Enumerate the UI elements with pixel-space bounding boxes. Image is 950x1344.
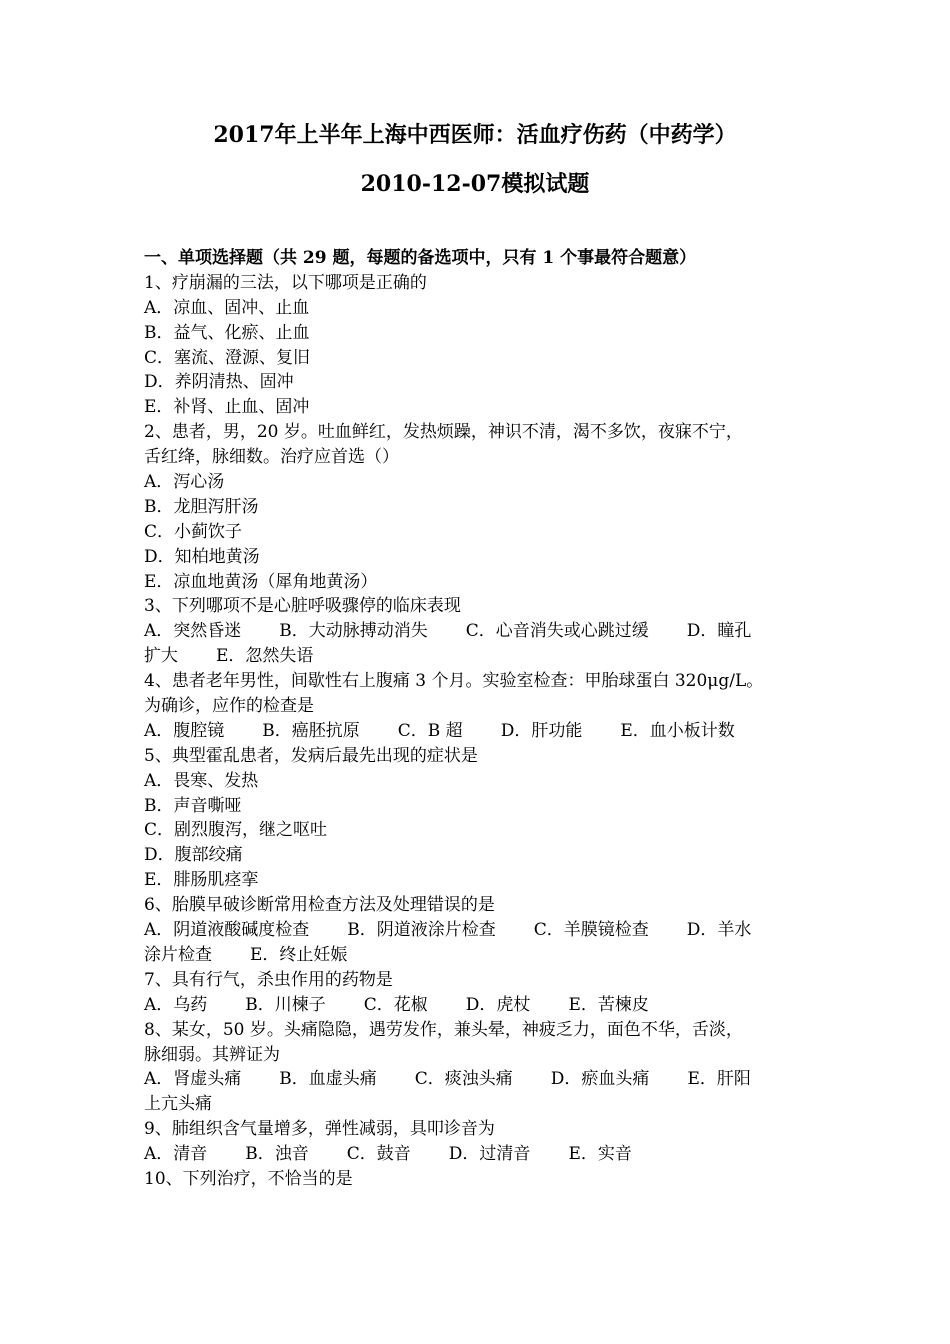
question-4-stem-cont: 为确诊，应作的检查是 [144, 696, 314, 717]
question-8-option-e: E．肝阳 [687, 1069, 751, 1090]
question-1-option-a: A．凉血、固冲、止血 [144, 297, 310, 318]
question-10-stem: 10、下列治疗，不恰当的是 [144, 1168, 353, 1189]
question-2-option-c: C．小蓟饮子 [144, 521, 243, 542]
question-7-stem: 7、具有行气，杀虫作用的药物是 [144, 969, 393, 990]
question-5-option-a: A．畏寒、发热 [144, 770, 259, 791]
question-2-stem-cont: 舌红绛，脉细数。治疗应首选（） [144, 447, 399, 468]
question-6-option-d-cont: 涂片检查 [144, 944, 212, 965]
question-1-option-b: B．益气、化瘀、止血 [144, 322, 310, 343]
question-6-stem: 6、胎膜早破诊断常用检查方法及处理错误的是 [144, 895, 495, 916]
question-8-options [144, 1067, 808, 1092]
question-1-option-c: C．塞流、澄源、复旧 [144, 347, 311, 368]
question-2-option-d: D．知柏地黄汤 [144, 546, 260, 567]
question-4-option-d: D．肝功能 [500, 720, 583, 741]
question-8-stem-cont: 脉细弱。其辨证为 [144, 1044, 280, 1065]
question-8-option-b: B．血虚头痛 [279, 1069, 377, 1090]
question-6-option-d: D．羊水 [686, 920, 752, 941]
question-5-option-c: C．剧烈腹泻，继之呕吐 [144, 820, 328, 841]
question-4-options [144, 719, 808, 744]
question-3-option-a: A．突然昏迷 [144, 621, 242, 642]
question-8-stem: 8、某女，50 岁。头痛隐隐，遇劳发作，兼头晕，神疲乏力，面色不华，舌淡， [144, 1019, 743, 1040]
question-9-options [144, 1142, 808, 1167]
question-8-option-a: A．肾虚头痛 [144, 1069, 242, 1090]
question-6-option-a: A．阴道液酸碱度检查 [144, 920, 310, 941]
question-7-option-e: E．苦楝皮 [568, 994, 649, 1015]
question-3-option-d-cont: 扩大 [144, 646, 178, 667]
question-4-option-b: B．癌胚抗原 [262, 720, 360, 741]
question-4-option-e: E．血小板计数 [620, 720, 735, 741]
document-title: 2017年上半年上海中西医师：活血疗伤药（中药学） [213, 122, 737, 148]
question-6-options [144, 918, 808, 943]
question-2-option-b: B．龙胆泻肝汤 [144, 496, 259, 517]
question-8-options-cont: 上亢头痛 [144, 1094, 212, 1115]
question-2-option-e: E．凉血地黄汤（犀角地黄汤） [144, 571, 378, 592]
question-4-stem: 4、患者老年男性，间歇性右上腹痛 3 个月。实验室检查：甲胎球蛋白 320μg/L。 [144, 671, 764, 692]
question-9-option-c: C．鼓音 [346, 1144, 411, 1165]
question-3-option-e: E．忽然失语 [216, 646, 314, 667]
question-2-stem: 2、患者，男，20 岁。吐血鲜红，发热烦躁，神识不清，渴不多饮，夜寐不宁， [144, 422, 743, 443]
question-1-option-d: D．养阴清热、固冲 [144, 372, 294, 393]
question-6-option-e: E．终止妊娠 [250, 944, 348, 965]
question-5-option-b: B．声音嘶哑 [144, 795, 242, 816]
question-4-option-a: A．腹腔镜 [144, 720, 225, 741]
question-5-stem: 5、典型霍乱患者，发病后最先出现的症状是 [144, 745, 478, 766]
question-6-options-cont [144, 943, 808, 968]
question-1-stem: 1、疗崩漏的三法，以下哪项是正确的 [144, 272, 427, 293]
question-5-option-e: E．腓肠肌痉挛 [144, 870, 259, 891]
question-7-options [144, 993, 808, 1018]
question-8-option-d: D．瘀血头痛 [550, 1069, 650, 1090]
question-6-option-b: B．阴道液涂片检查 [347, 920, 496, 941]
question-3-stem: 3、下列哪项不是心脏呼吸骤停的临床表现 [144, 596, 461, 617]
question-9-option-d: D．过清音 [448, 1144, 531, 1165]
question-3-options [144, 619, 808, 644]
question-6-option-c: C．羊膜镜检查 [533, 920, 649, 941]
section-heading: 一、单项选择题（共 29 题，每题的备选项中，只有 1 个事最符合题意） [144, 248, 697, 268]
question-9-option-a: A．清音 [144, 1144, 208, 1165]
question-3-option-c: C．心音消失或心跳过缓 [465, 621, 649, 642]
question-1-option-e: E．补肾、止血、固冲 [144, 397, 310, 418]
question-3-option-d: D．瞳孔 [686, 621, 752, 642]
question-3-options-cont [144, 644, 808, 669]
question-3-option-b: B．大动脉搏动消失 [279, 621, 428, 642]
question-7-option-d: D．虎杖 [465, 994, 531, 1015]
document-subtitle: 2010-12-07模拟试题 [360, 171, 590, 197]
question-8-option-c: C．痰浊头痛 [414, 1069, 513, 1090]
question-9-option-b: B．浊音 [245, 1144, 309, 1165]
question-9-stem: 9、肺组织含气量增多，弹性减弱，具叩诊音为 [144, 1119, 495, 1140]
question-7-option-a: A．乌药 [144, 994, 208, 1015]
question-2-option-a: A．泻心汤 [144, 472, 225, 493]
question-7-option-c: C．花椒 [363, 994, 428, 1015]
question-5-option-d: D．腹部绞痛 [144, 845, 243, 866]
document-body [144, 246, 808, 1192]
question-4-option-c: C．B 超 [397, 720, 463, 741]
question-7-option-b: B．川楝子 [245, 994, 326, 1015]
question-9-option-e: E．实音 [568, 1144, 632, 1165]
